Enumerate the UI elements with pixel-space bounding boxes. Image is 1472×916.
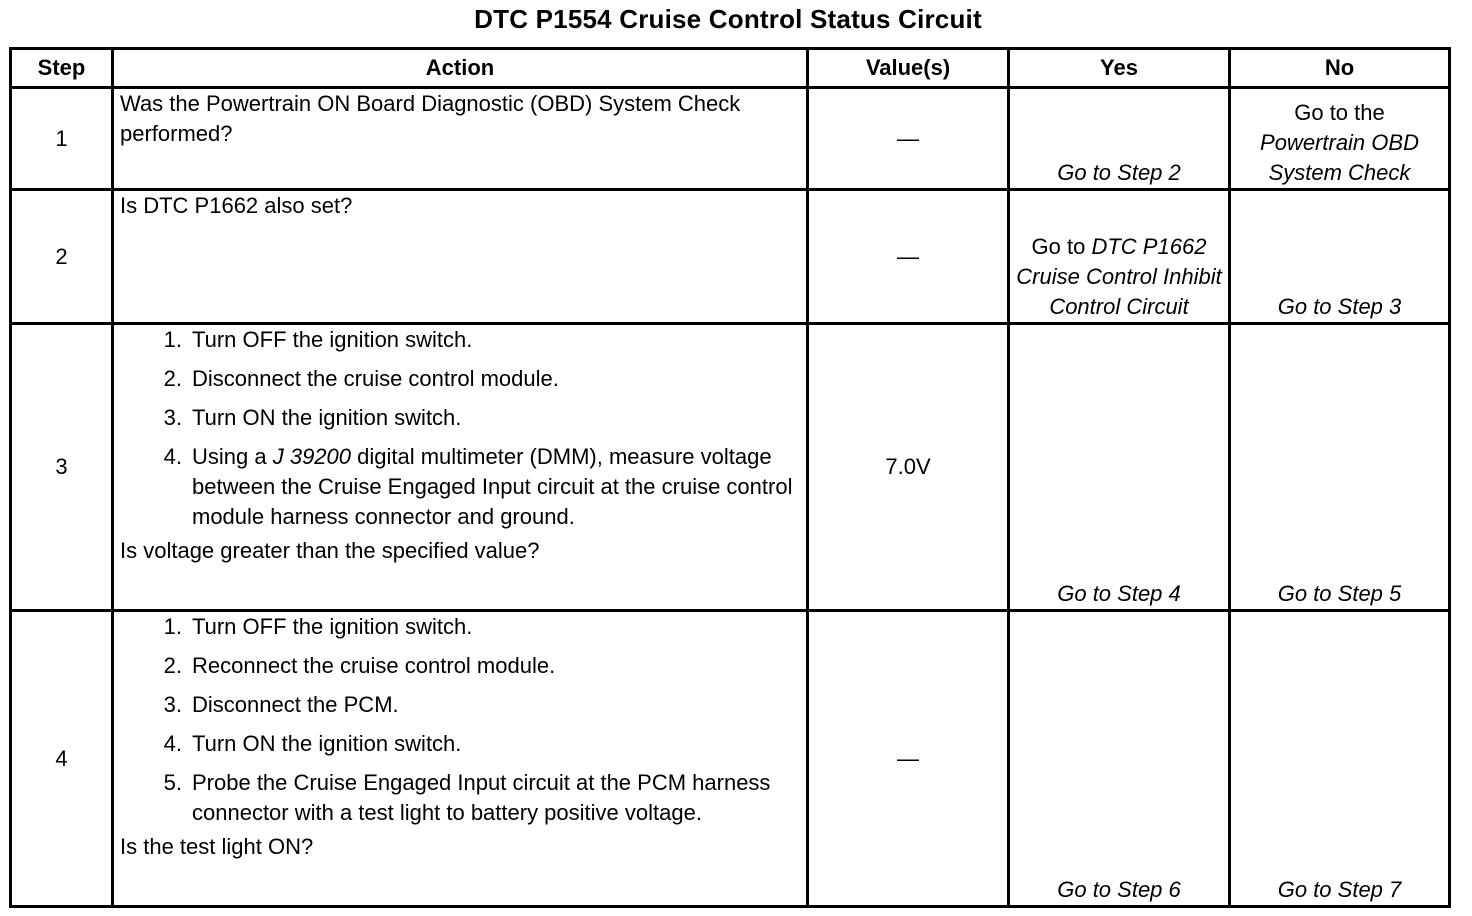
action-question: Is voltage greater than the specified value? bbox=[120, 538, 540, 563]
item-number: 1. bbox=[163, 614, 182, 639]
item-number: 5. bbox=[163, 770, 182, 795]
item-number: 1. bbox=[163, 327, 182, 352]
procedure-item bbox=[144, 364, 800, 394]
table-row-step-4 bbox=[11, 611, 1450, 907]
step-number: 2 bbox=[11, 190, 113, 324]
item-text: Turn ON the ignition switch. bbox=[192, 731, 462, 756]
action-cell bbox=[113, 324, 808, 611]
procedure-item bbox=[144, 729, 800, 759]
no-result-link: Powertrain OBD System Check bbox=[1260, 130, 1419, 185]
value-cell: — bbox=[808, 88, 1009, 190]
item-number: 3. bbox=[163, 405, 182, 430]
procedure-item bbox=[144, 403, 800, 433]
step-number: 3 bbox=[11, 324, 113, 611]
yes-result-link: DTC P1662 Cruise Control Inhibit Control Circuit bbox=[1016, 234, 1222, 319]
item-text: Disconnect the PCM. bbox=[192, 692, 399, 717]
value-cell: — bbox=[808, 611, 1009, 907]
item-text bbox=[192, 442, 800, 532]
step-number: 4 bbox=[11, 611, 113, 907]
no-result: Go to Step 5 bbox=[1230, 324, 1450, 611]
procedure-list bbox=[120, 612, 800, 828]
action-question: Is the test light ON? bbox=[120, 834, 314, 859]
procedure-item bbox=[144, 651, 800, 681]
item-number: 4. bbox=[163, 444, 182, 469]
no-result-prefix: Go to the bbox=[1294, 100, 1385, 125]
diagnostic-table bbox=[9, 47, 1451, 908]
yes-result: Go to Step 6 bbox=[1009, 611, 1230, 907]
item-number: 2. bbox=[163, 653, 182, 678]
item-number: 3. bbox=[163, 692, 182, 717]
table-row-step-1 bbox=[11, 88, 1450, 190]
header-values: Value(s) bbox=[808, 49, 1009, 88]
item-text: Turn OFF the ignition switch. bbox=[192, 614, 473, 639]
action-text: Is DTC P1662 also set? bbox=[120, 193, 353, 218]
item-text: Disconnect the cruise control module. bbox=[192, 366, 559, 391]
value-cell: — bbox=[808, 190, 1009, 324]
table-row-step-3 bbox=[11, 324, 1450, 611]
item-text: Probe the Cruise Engaged Input circuit at the PCM harness connector with a test light to battery positive voltage. bbox=[192, 770, 771, 825]
item-number: 2. bbox=[163, 366, 182, 391]
no-result bbox=[1230, 88, 1450, 190]
step-number: 1 bbox=[11, 88, 113, 190]
yes-result bbox=[1009, 190, 1230, 324]
action-cell bbox=[113, 190, 808, 324]
action-cell bbox=[113, 611, 808, 907]
action-text: Was the Powertrain ON Board Diagnostic (OBD) System Check performed? bbox=[120, 91, 741, 146]
procedure-item bbox=[144, 325, 800, 355]
item-number: 4. bbox=[163, 731, 182, 756]
no-result: Go to Step 3 bbox=[1230, 190, 1450, 324]
item-text: Reconnect the cruise control module. bbox=[192, 653, 556, 678]
yes-result: Go to Step 2 bbox=[1009, 88, 1230, 190]
header-yes: Yes bbox=[1009, 49, 1230, 88]
action-cell bbox=[113, 88, 808, 190]
no-result: Go to Step 7 bbox=[1230, 611, 1450, 907]
procedure-list bbox=[120, 325, 800, 532]
tool-reference: J 39200 bbox=[272, 444, 352, 469]
procedure-item bbox=[144, 612, 800, 642]
value-cell: 7.0V bbox=[808, 324, 1009, 611]
yes-result: Go to Step 4 bbox=[1009, 324, 1230, 611]
procedure-item bbox=[144, 690, 800, 720]
header-no: No bbox=[1230, 49, 1450, 88]
header-row bbox=[11, 49, 1450, 88]
yes-result-prefix: Go to bbox=[1031, 234, 1086, 259]
item-text: Turn OFF the ignition switch. bbox=[192, 327, 473, 352]
document-title: DTC P1554 Cruise Control Status Circuit bbox=[474, 4, 982, 34]
procedure-item bbox=[144, 442, 800, 532]
item-text: Turn ON the ignition switch. bbox=[192, 405, 462, 430]
header-action: Action bbox=[113, 49, 808, 88]
item-text-pre: Using a bbox=[192, 444, 267, 469]
header-step: Step bbox=[11, 49, 113, 88]
procedure-item bbox=[144, 768, 800, 828]
item-text-post: digital multimeter (DMM), measure voltage between the Cruise Engaged Input circuit at the cruise control module harness connector and ground. bbox=[192, 444, 793, 529]
table-row-step-2 bbox=[11, 190, 1450, 324]
